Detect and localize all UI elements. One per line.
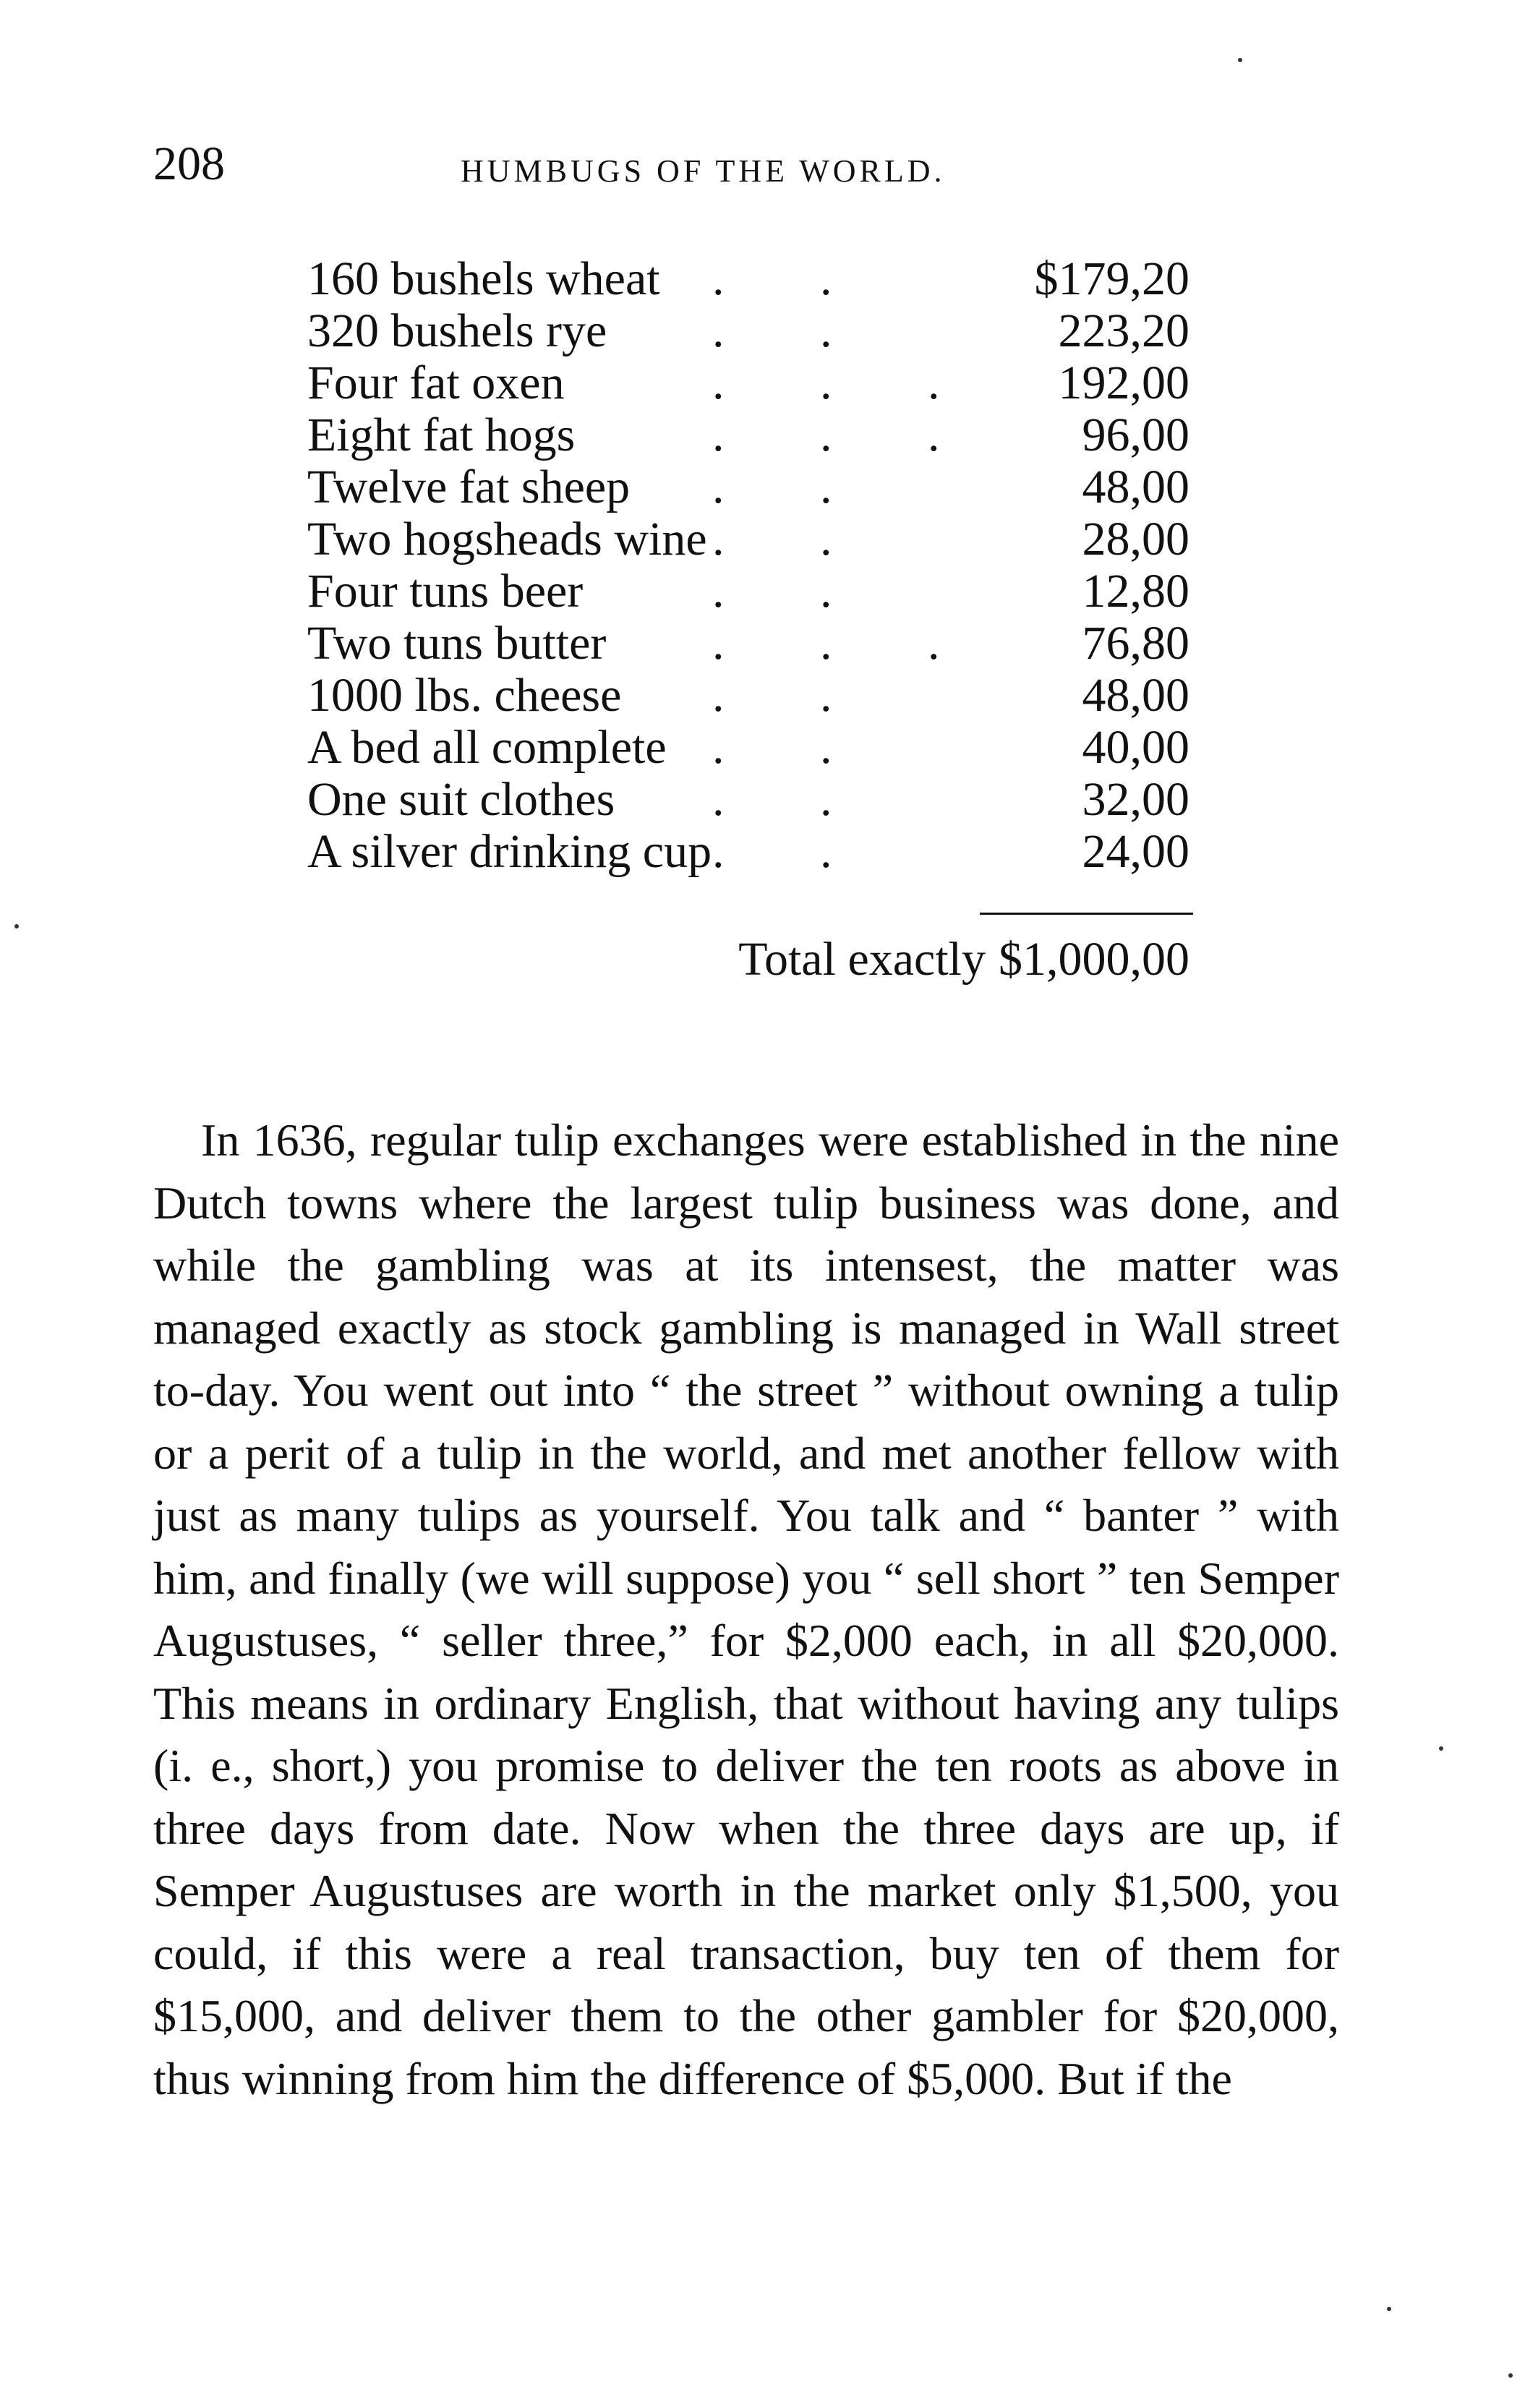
ledger-amount: 12,80 [1082, 565, 1189, 618]
ledger-row [307, 461, 1189, 513]
ledger-row [307, 670, 1189, 722]
scan-speck [1439, 1746, 1443, 1751]
scan-speck [14, 924, 19, 928]
ledger-leader-dots: . . [712, 773, 874, 826]
ledger-leader-dots: . . . [712, 409, 982, 461]
ledger-row [307, 618, 1189, 670]
ledger-leader-dots: . . [712, 721, 874, 774]
ledger-leader-dots: . . [712, 252, 874, 305]
ledger-amount: 96,00 [1082, 409, 1189, 461]
ledger-row [307, 722, 1189, 774]
ledger-amount: 24,00 [1082, 825, 1189, 878]
ledger-item: 1000 lbs. cheese [307, 669, 622, 722]
ledger-amount: 32,00 [1082, 773, 1189, 826]
ledger-leader-dots: . . [712, 304, 874, 357]
total-rule [980, 913, 1193, 915]
ledger-row [307, 826, 1189, 878]
ledger-leader-dots: . . [712, 461, 874, 513]
ledger-row [307, 513, 1189, 565]
ledger-item: A silver drinking cup [307, 825, 712, 878]
page-header [153, 132, 1339, 197]
body-paragraph: In 1636, regular tulip exchanges were established in the nine Dutch towns where the largest tulip business was done, and while the gambling was at its intensest, the matter was managed exactly as stock gambling is managed in Wall street to-day. You went out into “ the street ” without owning a tulip or a perit of a tulip in the world, and met another fellow with just as many tulips as yourself. You talk and “ banter ” with him, and finally (we will suppose) you “ sell short ” ten Semper Augustuses, “ seller three,” for $2,000 each, in all $20,000. This means in ordinary English, that without having any tulips (i. e., short,) you promise to deliver the ten roots as above in three days from date. Now when the three days are up, if Semper Augustuses are worth in the market only $1,500, you could, if this were a real transaction, buy ten of them for $15,000, and deliver them to the other gambler for $20,000, thus winning from him the difference of $5,000. But if the [153, 1114, 1339, 2104]
ledger-item: Twelve fat sheep [307, 461, 631, 513]
ledger-leader-dots: . . . [712, 617, 982, 670]
ledger-item: One suit clothes [307, 773, 615, 826]
ledger-leader-dots: . . [712, 825, 874, 878]
total-label: Total exactly [738, 933, 986, 986]
ledger-item: 320 bushels rye [307, 304, 607, 357]
price-ledger [307, 253, 1189, 878]
ledger-row [307, 774, 1189, 826]
ledger-amount: 48,00 [1082, 461, 1189, 513]
ledger-row [307, 357, 1189, 409]
ledger-amount: 223,20 [1058, 304, 1189, 357]
ledger-row [307, 305, 1189, 357]
ledger-amount: 48,00 [1082, 669, 1189, 722]
ledger-total [725, 927, 1189, 992]
ledger-leader-dots: . . [712, 513, 874, 565]
ledger-amount: $179,20 [1034, 252, 1189, 305]
ledger-amount: 76,80 [1082, 617, 1189, 670]
ledger-item: Two hogsheads wine [307, 513, 707, 565]
ledger-item: Two tuns butter [307, 617, 607, 670]
ledger-item: Four fat oxen [307, 356, 565, 409]
total-amount: $1,000,00 [999, 933, 1189, 986]
scan-speck [1387, 2307, 1391, 2311]
ledger-row [307, 409, 1189, 461]
scan-speck [1508, 2373, 1513, 2378]
running-title: HUMBUGS OF THE WORLD. [461, 153, 946, 189]
ledger-item: 160 bushels wheat [307, 252, 660, 305]
ledger-leader-dots: . . [712, 669, 874, 722]
page-number: 208 [153, 137, 225, 190]
ledger-leader-dots: . . [712, 565, 874, 618]
scan-speck [1238, 58, 1242, 62]
ledger-amount: 40,00 [1082, 721, 1189, 774]
ledger-item: Eight fat hogs [307, 409, 576, 461]
ledger-leader-dots: . . . [712, 356, 982, 409]
ledger-item: A bed all complete [307, 721, 667, 774]
ledger-row [307, 565, 1189, 618]
ledger-row [307, 253, 1189, 305]
ledger-amount: 28,00 [1082, 513, 1189, 565]
ledger-amount: 192,00 [1058, 356, 1189, 409]
ledger-item: Four tuns beer [307, 565, 584, 618]
